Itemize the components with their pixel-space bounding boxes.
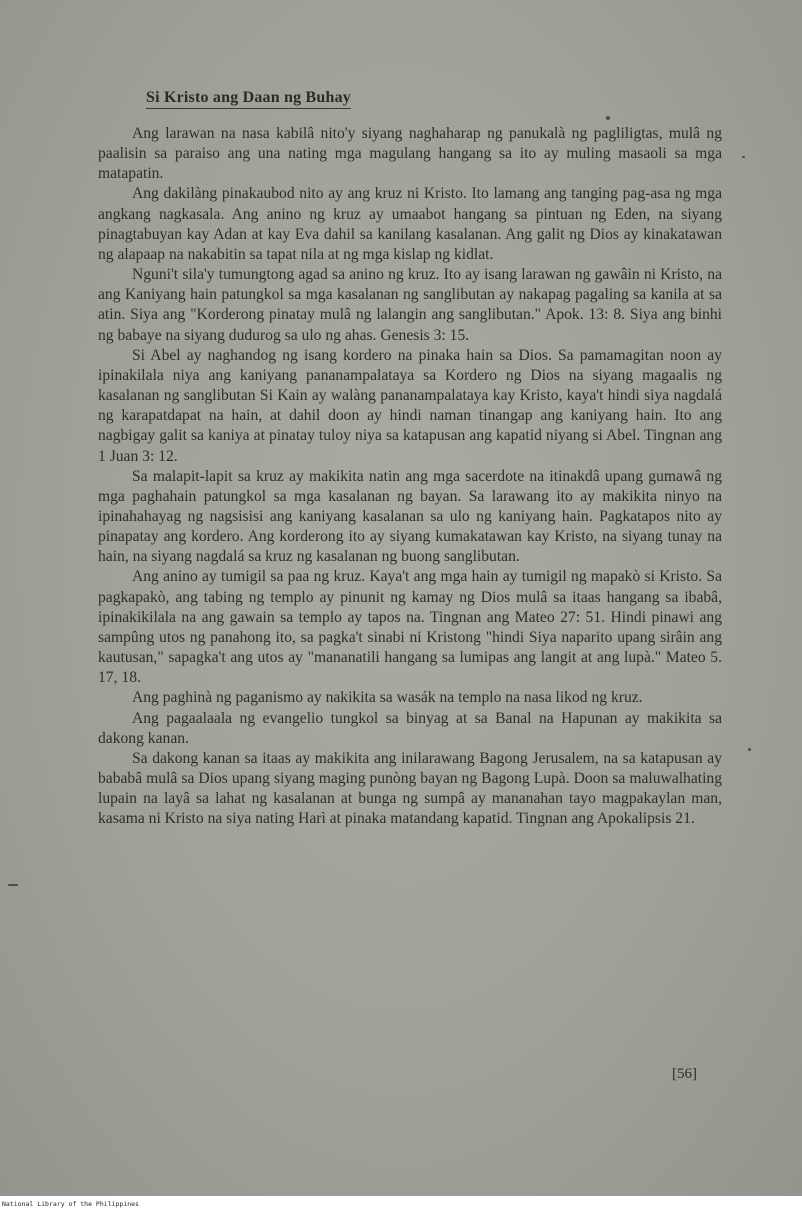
paragraph-3: Nguni't sila'y tumungtong agad sa anino ng kruz. Ito ay isang larawan ng gawâin ni Kristo, na ang Kaniyang hain patungkol sa mga kasalanan ng sanglibutan ay nakapag pagaling sa kanila at sa atin. Siya ang "Korderong pinatay mulâ ng lalangin ang sanglibutan." Apok. 13: 8. Siya ang binhi ng babaye na siyang dudurog sa ulo ng ahas. Genesis 3: 15.	[98, 266, 722, 344]
paragraph-9: Sa dakong kanan sa itaas ay makikita ang inilarawang Bagong Jerusalem, na sa katapusan ay bababâ mulâ sa Dios upang siyang maging punòng bayan ng Bagong Lupà. Doon sa maluwalhating lupain na layâ sa lahat ng kasalanan at bunga ng sumpâ ay mananahan tayo magpakaylan man, kasama ni Kristo na siya nating Harì at pinaka matandang kapatid. Tingnan ang Apokalipsis 21.	[98, 749, 722, 828]
library-credit: National Library of the Philippines	[2, 1200, 139, 1208]
paragraph-5: Sa malapit-lapit sa kruz ay makikita natin ang mga sacerdote na itinakdâ upang gumawâ ng mga paghahain patungkol sa mga kasalanan ng bayan. Sa larawang ito ay makikita ninyo na ipinahahayag ng nagsisisi ang kaniyang kasalanan sa ulo ng kaniyang hain. Pagkatapos nito ay pinapatay ang kordero. Ang korderong ito ay siyang kumakatawan kay Kristo, na siyang tunay na hain, na siyang nagdalá sa kruz ng kasalanan ng buong sanglibutan.	[98, 467, 722, 566]
page-heading: Si Kristo ang Daan ng Buhay	[146, 89, 351, 109]
paragraph-7: Ang paghinà ng paganismo ay nakikita sa wasák na templo na nasa likod ng kruz.	[132, 689, 643, 707]
paragraph-8: Ang pagaalaala ng evangelio tungkol sa binyag at sa Banal na Hapunan ay makikita sa dakong kanan.	[98, 709, 722, 747]
ink-speck	[606, 116, 610, 120]
ink-speck	[8, 884, 18, 886]
body-text	[98, 124, 722, 829]
paragraph-1: Ang larawan na nasa kabilâ nito'y siyang naghaharap ng panukalà ng pagliligtas, mulâ ng paalisin sa paraiso ang una nating mga magulang hangang sa ito ay muling masaoli sa mga matapatin.	[98, 125, 722, 183]
ink-speck	[748, 748, 751, 751]
paragraph-6: Ang anino ay tumigil sa paa ng kruz. Kaya't ang mga hain ay tumigil ng mapakò si Kristo. Sa pagkapakò, ang tabing ng templo ay pinunit ng kamay ng Dios mulâ sa itaas hangang sa ibabâ, ipinakikilala na ang gawain sa templo ay tapos na. Tingnan ang Mateo 27: 51. Hindi pinawi ang sampûng utos ng panahong ito, sa pagka't sinabi ni Kristong "hindi Siya naparito upang sirâin ang kautusan," sapagka't ang utos ay "mananatili hangang sa lumipas ang langit at ang lupà." Mateo 5. 17, 18.	[98, 568, 722, 687]
paragraph-4: Si Abel ay naghandog ng isang kordero na pinaka hain sa Dios. Sa pamamagitan noon ay ipinakilala niya ang kaniyang pananampalataya sa Kordero ng Dios na siyang magaalis ng kasalanan ng sanglibutan Si Kain ay walàng pananampalataya kay Kristo, kaya't hindi siya nagdalá ng karapatdapat na hain, at dahil doon ay hindi naman tinangap ang kaniyang hain. Ito ang nagbigay galit sa kaniya at pinatay tuloy niya sa katapusan ang kapatid niyang si Abel. Tingnan ang 1 Juan 3: 12.	[98, 346, 722, 465]
ink-speck	[742, 156, 745, 158]
paragraph-2: Ang dakilàng pinakaubod nito ay ang kruz ni Kristo. Ito lamang ang tanging pag-asa ng mga angkang nagkasala. Ang anino ng kruz ay umaabot hangang sa pintuan ng Eden, na siyang pinagtabuyan kay Adan at kay Eva dahil sa kanilang kasalanan. Ang galit ng Dios ay kinakatawan ng alapaap na nakabitin sa tapat nila at ng mga kislap ng kidlat.	[98, 185, 722, 263]
page-number: [56]	[672, 1066, 697, 1082]
